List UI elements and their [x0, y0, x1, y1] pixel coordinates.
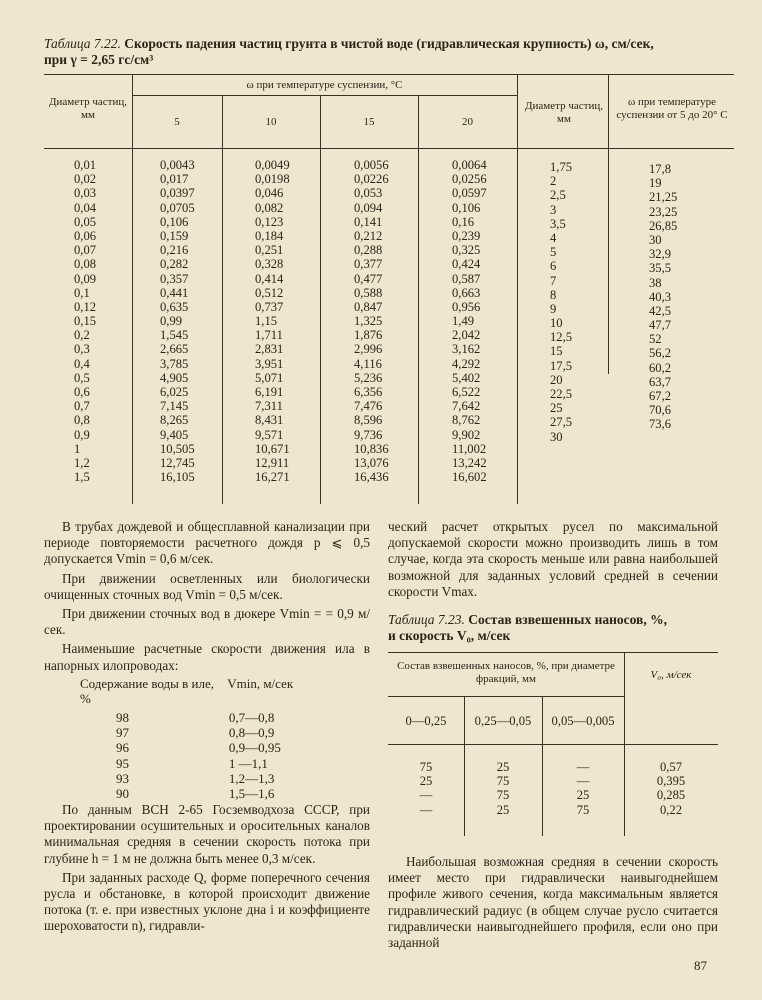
table-cell: 0,2 — [74, 328, 90, 343]
rule — [608, 74, 609, 374]
table-cell: 8,762 — [452, 413, 481, 428]
table-cell: 0,587 — [452, 271, 481, 286]
table-cell: 3 — [550, 202, 557, 217]
vt-header-vmin: Vmin, м/сек — [227, 676, 294, 691]
table-cell: 0,7 — [74, 399, 90, 414]
table-cell: 12,745 — [160, 455, 195, 470]
table-cell: 0,12 — [74, 299, 97, 314]
table-cell: 10 — [550, 316, 563, 331]
table-cell: 0,0226 — [354, 172, 389, 187]
rule — [222, 95, 223, 504]
table-cell: 1,49 — [452, 314, 475, 329]
table-7-22-subtitle: при γ = 2,65 гс/см³ — [44, 52, 154, 67]
rule — [44, 74, 734, 75]
table-cell: 0,635 — [160, 299, 189, 314]
table-cell: 0,847 — [354, 299, 383, 314]
rule — [517, 74, 518, 504]
table-cell: 2,665 — [160, 342, 189, 357]
table-cell: 40,3 — [649, 289, 672, 304]
table-cell: 8,596 — [354, 413, 383, 428]
table-row — [80, 786, 320, 801]
table-cell: 30 — [649, 232, 662, 247]
right-text-bottom — [388, 854, 718, 951]
table-cell: 8 — [550, 287, 557, 302]
table-cell: 7,311 — [255, 399, 283, 414]
table-cell: 0,288 — [354, 243, 383, 258]
table-cell: 0,395 — [656, 774, 686, 789]
table-cell: 26,85 — [649, 218, 678, 233]
table-cell: 73,6 — [649, 417, 672, 432]
table-cell: 0,0043 — [160, 158, 195, 172]
rule — [132, 95, 517, 96]
table-cell: 9,571 — [255, 427, 284, 442]
table-cell: 35,5 — [649, 261, 672, 276]
table-cell: 63,7 — [649, 374, 672, 389]
header-diameter: Диаметр частиц, мм — [49, 96, 127, 121]
table-cell: 0,1 — [74, 285, 90, 300]
table-cell: 3,951 — [255, 356, 284, 371]
t2-fraction-1: 0—0,25 — [405, 714, 447, 728]
table-cell: 0,512 — [255, 285, 284, 300]
table-cell: 0,357 — [160, 271, 189, 286]
table-cell: 7 — [550, 273, 557, 288]
t2-column-1 — [388, 760, 464, 817]
table-cell: 0,017 — [160, 172, 189, 187]
table-cell: 0,4 — [74, 356, 90, 371]
table-cell: 0,159 — [160, 228, 189, 243]
table-cell: 25 — [496, 760, 510, 774]
table-cell: 6,356 — [354, 385, 383, 399]
rule — [388, 744, 718, 745]
table-cell: 21,25 — [649, 190, 678, 205]
table-cell: 13,076 — [354, 455, 389, 470]
paragraph: При заданных расходе Q, форме поперечного сечения русла и обстановке, в которой происходит движение потока (т. е. при известных уклоне дна i и коэффициенте шероховатости n), гидравли- — [44, 869, 370, 934]
vt-body — [80, 710, 320, 801]
table-7-23-label: Таблица 7.23. — [388, 612, 465, 627]
left-text-top — [44, 519, 370, 674]
table-cell: 0,424 — [452, 257, 481, 272]
table-cell: 19 — [649, 176, 662, 191]
table-cell: 0,956 — [452, 299, 481, 314]
header-omega-group: ω при температуре суспензии, °С — [246, 79, 403, 91]
table-cell: 0,251 — [255, 243, 284, 258]
table-cell: 0,325 — [452, 243, 481, 258]
table-cell: 0,0256 — [452, 172, 487, 187]
table-cell: 0,08 — [74, 257, 97, 272]
water-content: 97 — [116, 725, 129, 741]
header-temp-5: 5 — [174, 116, 180, 128]
table-cell: 16,105 — [160, 470, 195, 485]
table-cell: 0,123 — [255, 214, 284, 229]
table-cell: 12,5 — [550, 330, 573, 345]
table-7-22-label: Таблица 7.22. — [44, 36, 121, 51]
paragraph: ческий расчет открытых русел по максимальной допускаемой скорости можно производить лишь в том случае, когда эта скорость меньше или равна наибольшей возможной для заданных условий средней в сечении скорости Vmax. — [388, 519, 718, 599]
vt-header-water: Содержание воды в иле, % — [80, 676, 214, 706]
table-cell: — — [576, 760, 590, 774]
table-7-22-caption — [44, 36, 734, 68]
table-cell: 75 — [496, 774, 510, 789]
water-content: 96 — [116, 740, 129, 756]
table-cell: 17,8 — [649, 162, 672, 176]
right-text-top — [388, 519, 718, 600]
table-cell: 5,071 — [255, 370, 284, 385]
t2-header-group: Состав взвешенных наносов, %, при диаметре фракций, мм — [397, 660, 615, 685]
table-cell: 6,522 — [452, 385, 481, 399]
table-cell: 3,785 — [160, 356, 189, 371]
vmin-value: 0,7—0,8 — [228, 710, 275, 725]
table-cell: 0,216 — [160, 243, 189, 258]
table-row — [80, 756, 320, 771]
water-content: 90 — [116, 785, 129, 801]
table-cell: 2 — [550, 174, 557, 189]
table-cell: 5,402 — [452, 370, 481, 385]
table-cell: 1 — [74, 441, 81, 456]
table-cell: 4,292 — [452, 356, 481, 371]
table-cell: 0,15 — [74, 314, 97, 329]
table-cell: 15 — [550, 344, 563, 359]
table-cell: 20 — [550, 372, 563, 387]
rule — [388, 652, 718, 653]
t2-column-3 — [542, 760, 624, 817]
table-cell: 0,414 — [255, 271, 284, 286]
table-cell: 0,9 — [74, 427, 90, 442]
table-7-23-caption — [388, 612, 718, 644]
table-cell: 0,0705 — [160, 200, 195, 215]
header-temp-10: 10 — [265, 116, 277, 128]
table-cell: 0,441 — [160, 285, 189, 300]
table-cell: 0,106 — [160, 214, 189, 229]
table-cell: 0,02 — [74, 172, 97, 187]
table-cell: 0,082 — [255, 200, 284, 215]
table-cell: 0,477 — [354, 271, 383, 286]
table-cell: 16,436 — [354, 470, 389, 485]
table-cell: 0,737 — [255, 299, 284, 314]
vmin-value: 0,9—0,95 — [228, 740, 281, 756]
table-cell: 8,265 — [160, 413, 189, 428]
paragraph: Наибольшая возможная средняя в сечении скорость имеет место при гидравлически наивыгоднейшем профиле живого сечения, когда максимальным является гидравлический радиус (в общем случае русло считается гидравлически наивыгоднейшего профиля, если оно при заданной — [388, 854, 718, 951]
table-cell: 0,663 — [452, 285, 481, 300]
table-cell: 16,602 — [452, 470, 487, 485]
table-cell: 0,03 — [74, 186, 97, 201]
t2-fraction-2: 0,25—0,05 — [474, 714, 532, 728]
table-cell: 1,5 — [74, 470, 90, 485]
table-cell: 2,042 — [452, 328, 481, 343]
table-cell: 1,711 — [255, 328, 283, 343]
table-cell: 0,053 — [354, 186, 383, 201]
table-7-22-title: Скорость падения частиц грунта в чистой воде (гидравлическая крупность) ω, см/сек, — [124, 36, 654, 51]
table-cell: — — [419, 802, 433, 817]
table-cell: 9 — [550, 301, 557, 316]
table-cell: 5,236 — [354, 370, 383, 385]
table-cell: 0,184 — [255, 228, 284, 243]
table-cell: 25 — [550, 401, 563, 416]
vmin-value: 1,5—1,6 — [228, 785, 275, 801]
table-cell: 0,0064 — [452, 158, 487, 172]
table-cell: 75 — [419, 760, 433, 774]
table-cell: 25 — [419, 774, 433, 789]
paragraph: В трубах дождевой и общесплавной канализации при периоде повторяемости расчетного дождя p ⩽ 0,5 допускается Vmin = 0,6 м/сек. — [44, 519, 370, 567]
rule — [418, 95, 419, 504]
paragraph: При движении сточных вод в дюкере Vmin = = 0,9 м/сек. — [44, 606, 370, 638]
table-cell: 2,831 — [255, 342, 284, 357]
column-diameter-2 — [550, 160, 572, 444]
table-cell: 3,162 — [452, 342, 481, 357]
table-cell: 67,2 — [649, 389, 672, 403]
table-cell: 0,09 — [74, 271, 97, 286]
paragraph: При движении осветленных или биологически очищенных сточных вод Vmin = 0,5 м/сек. — [44, 570, 370, 602]
table-cell: 1,325 — [354, 314, 383, 329]
table-cell: 0,22 — [659, 802, 683, 817]
table-cell: 9,902 — [452, 427, 481, 442]
table-cell: 1,876 — [354, 328, 383, 343]
table-cell: 11,002 — [452, 441, 487, 456]
table-cell: 16,271 — [255, 470, 290, 485]
table-cell: 0,07 — [74, 243, 97, 258]
table-cell: 6,191 — [255, 385, 284, 399]
table-cell: 25 — [576, 788, 590, 803]
table-row — [80, 725, 320, 740]
table-cell: 25 — [496, 802, 510, 817]
table-cell: — — [576, 774, 590, 789]
table-cell: 0,99 — [160, 314, 183, 329]
table-cell: 13,242 — [452, 455, 487, 470]
table-cell: 56,2 — [649, 346, 672, 361]
table-cell: 22,5 — [550, 387, 573, 401]
column-omega-2 — [649, 162, 677, 432]
table-cell: 2,5 — [550, 188, 566, 203]
rule — [388, 696, 624, 697]
table-cell: 0,16 — [452, 214, 475, 229]
t2-column-v0 — [624, 760, 718, 817]
table-cell: 0,141 — [354, 214, 383, 229]
vmin-value: 1,2—1,3 — [228, 770, 275, 786]
header-temp-20: 20 — [462, 116, 473, 128]
table-cell: 6 — [550, 259, 557, 274]
table-cell: 0,212 — [354, 228, 383, 243]
table-cell: 10,836 — [354, 441, 389, 456]
table-cell: 0,0056 — [354, 158, 389, 172]
table-cell: 0,04 — [74, 200, 97, 215]
paragraph: По данным ВСН 2-65 Госземводхоза СССР, при проектировании осушительных и оросительных каналов минимальная средняя в сечении скорость потока при глубине h = 1 м не должна быть менее 0,3 м/сек. — [44, 802, 370, 866]
table-cell: 0,377 — [354, 257, 383, 272]
header-omega-2: ω при температуре суспензии от 5 до 20° С — [616, 96, 728, 121]
table-cell: — — [419, 788, 433, 803]
table-cell: 0,046 — [255, 186, 284, 201]
table-row — [80, 771, 320, 786]
table-cell: 7,476 — [354, 399, 383, 414]
table-cell: 0,106 — [452, 200, 481, 215]
table-cell: 60,2 — [649, 360, 672, 375]
table-cell: 27,5 — [550, 415, 573, 430]
header-diameter-2: Диаметр частиц, мм — [525, 100, 603, 125]
table-cell: 0,0597 — [452, 186, 487, 201]
t2-column-2 — [464, 760, 542, 817]
header-temp-15: 15 — [363, 116, 375, 128]
table-cell: 0,05 — [74, 214, 97, 229]
table-cell: 0,5 — [74, 370, 90, 385]
table-cell: 6,025 — [160, 385, 189, 399]
water-content: 98 — [116, 710, 129, 725]
table-cell: 0,01 — [74, 158, 97, 172]
vmin-value: 1 —1,1 — [228, 755, 268, 771]
table-cell: 75 — [576, 802, 590, 817]
table-cell: 12,911 — [255, 455, 290, 470]
paragraph: Наименьшие расчетные скорости движения ила в напорных илопроводах: — [44, 641, 370, 673]
rule — [320, 95, 321, 504]
table-cell: 52 — [649, 332, 662, 347]
table-cell: 0,8 — [74, 413, 90, 428]
table-cell: 0,57 — [659, 760, 683, 774]
t2-header-v0: V₀, м/сек — [650, 669, 692, 681]
left-text-bottom — [44, 802, 370, 935]
table-cell: 0,094 — [354, 200, 383, 215]
table-cell: 9,405 — [160, 427, 189, 442]
table-cell: 0,3 — [74, 342, 90, 357]
vmin-value: 0,8—0,9 — [228, 725, 275, 741]
table-cell: 1,2 — [74, 455, 90, 470]
table-cell: 47,7 — [649, 318, 672, 333]
table-cell: 0,0198 — [255, 172, 290, 187]
table-cell: 0,285 — [656, 788, 686, 803]
table-cell: 9,736 — [354, 427, 383, 442]
table-7-22 — [44, 74, 734, 504]
table-7-23-title: Состав взвешенных наносов, %, — [468, 612, 667, 627]
sludge-velocity-table — [80, 676, 320, 801]
table-cell: 1,75 — [550, 160, 573, 174]
table-7-23-subtitle: и скорость V₀, м/сек — [388, 628, 511, 643]
table-cell: 1,15 — [255, 314, 278, 329]
column-diameter — [74, 158, 96, 484]
table-cell: 38 — [649, 275, 662, 290]
table-cell: 32,9 — [649, 247, 672, 262]
table-cell: 10,505 — [160, 441, 195, 456]
table-cell: 30 — [550, 429, 563, 444]
table-cell: 0,0049 — [255, 158, 290, 172]
page-number: 87 — [694, 958, 707, 973]
column-t15 — [354, 158, 389, 484]
table-cell: 0,239 — [452, 228, 481, 243]
table-cell: 4,116 — [354, 356, 382, 371]
column-t20 — [452, 158, 487, 484]
table-cell: 7,145 — [160, 399, 189, 414]
table-cell: 75 — [496, 788, 510, 803]
table-cell: 23,25 — [649, 204, 678, 219]
table-cell: 8,431 — [255, 413, 284, 428]
table-cell: 0,328 — [255, 257, 284, 272]
column-t5 — [160, 158, 195, 484]
table-cell: 5 — [550, 245, 557, 260]
table-cell: 0,282 — [160, 257, 189, 272]
rule — [44, 148, 734, 149]
table-cell: 17,5 — [550, 358, 573, 373]
table-cell: 0,588 — [354, 285, 383, 300]
table-cell: 0,6 — [74, 385, 90, 399]
rule — [132, 74, 133, 504]
table-cell: 4,905 — [160, 370, 189, 385]
t2-fraction-3: 0,05—0,005 — [551, 714, 615, 728]
table-cell: 70,6 — [649, 403, 672, 418]
table-row — [80, 740, 320, 755]
table-cell: 3,5 — [550, 216, 566, 231]
table-cell: 0,06 — [74, 228, 97, 243]
table-row — [80, 710, 320, 725]
table-cell: 0,0397 — [160, 186, 195, 201]
table-cell: 2,996 — [354, 342, 383, 357]
column-t10 — [255, 158, 290, 484]
table-cell: 10,671 — [255, 441, 290, 456]
water-content: 93 — [116, 770, 129, 786]
table-cell: 7,642 — [452, 399, 481, 414]
table-7-23 — [388, 652, 718, 836]
water-content: 95 — [116, 755, 129, 771]
table-cell: 1,545 — [160, 328, 189, 343]
table-cell: 42,5 — [649, 303, 672, 318]
table-cell: 4 — [550, 230, 557, 245]
